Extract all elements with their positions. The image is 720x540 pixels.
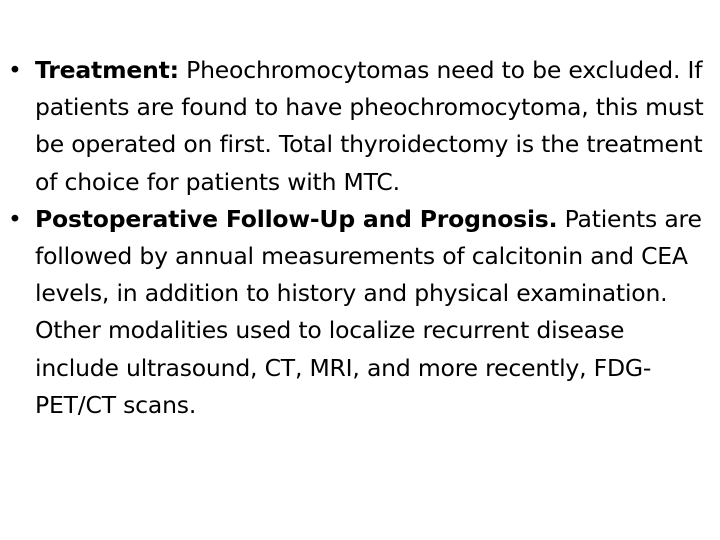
bullet-text-follow-up: Patients are followed by annual measurements of calcitonin and CEA levels, in addition to history and physical examination. Other modalities used to localize recurrent disease include ultrasound, CT, MRI, and more recently, FDG-PET/CT scans. bbox=[35, 204, 702, 419]
bullet-heading-follow-up: Postoperative Follow-Up and Prognosis. bbox=[35, 204, 558, 233]
bullet-heading-treatment: Treatment: bbox=[35, 56, 179, 84]
bullet-item-treatment bbox=[8, 52, 708, 201]
bullet-icon: • bbox=[8, 56, 22, 84]
bullet-text-treatment: Pheochromocytomas need to be excluded. If patients are found to have pheochromocytoma, this must be operated on first. Total thyroidectomy is the treatment of choice for patients with MTC. bbox=[35, 56, 704, 196]
bullet-item-follow-up bbox=[8, 201, 708, 424]
bullet-icon: • bbox=[8, 204, 22, 233]
bullet-list bbox=[8, 52, 708, 424]
